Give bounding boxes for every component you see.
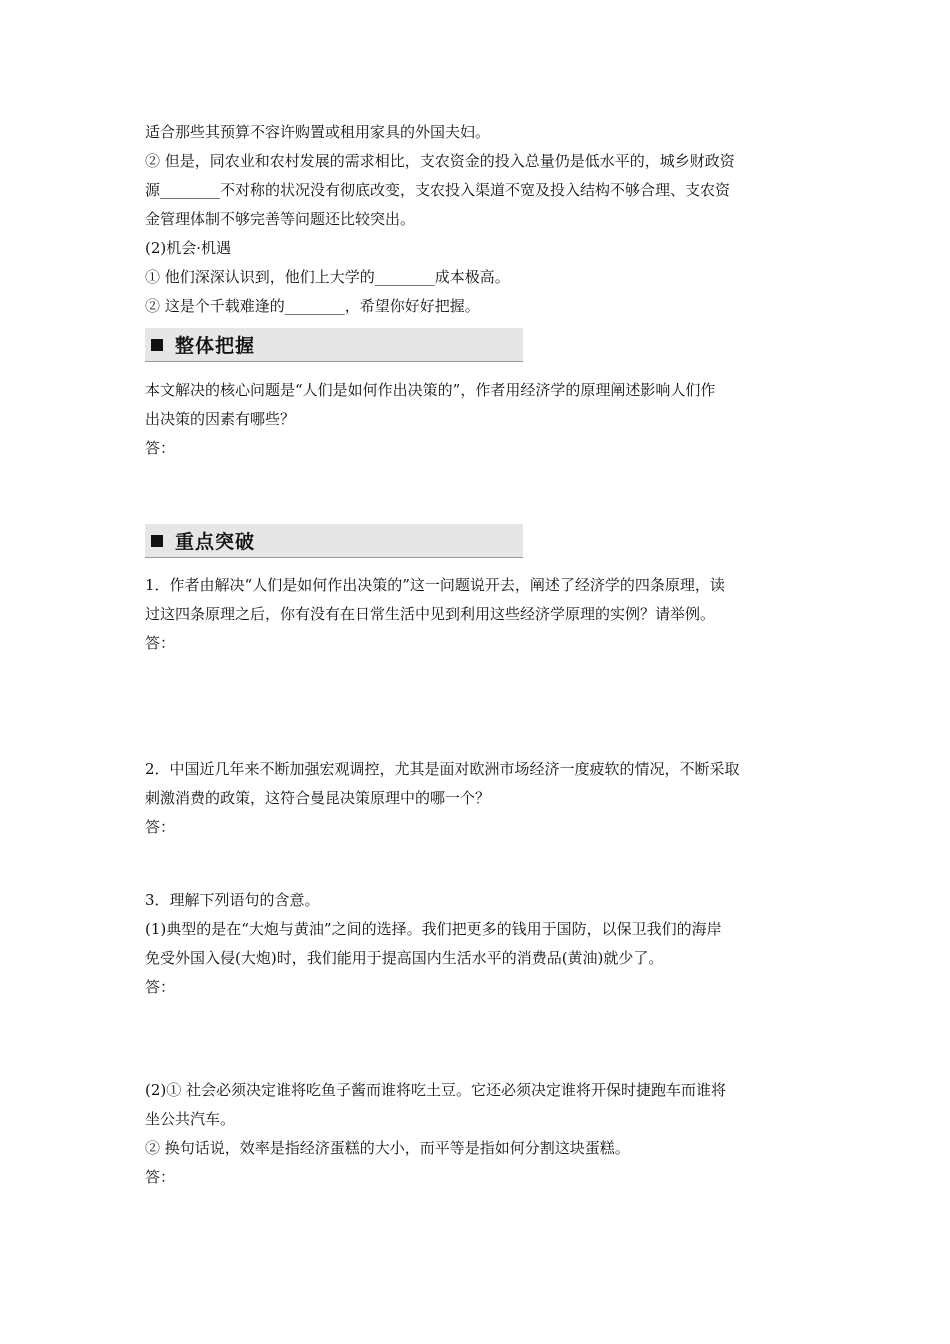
text-line: 出决策的因素有哪些？ <box>145 410 296 428</box>
text-line: (2)① 社会必须决定谁将吃鱼子酱而谁将吃土豆。它还必须决定谁将开保时捷跑车而谁将 <box>145 1081 727 1099</box>
section-title: 整体把握 <box>175 335 256 357</box>
question-3-part-2 <box>145 1076 810 1192</box>
section-header-overall <box>145 328 523 362</box>
section1-body <box>145 376 810 463</box>
text-line: 1．作者由解决“人们是如何作出决策的”这一问题说开去，阐述了经济学的四条原理，读 <box>145 576 725 594</box>
text-line: 3．理解下列语句的含意。 <box>145 891 320 909</box>
text-line: 本文解决的核心问题是“人们是如何作出决策的”，作者用经济学的原理阐述影响人们作 <box>145 381 716 399</box>
text-line: 坐公共汽车。 <box>145 1110 236 1128</box>
text-line: (2)机会·机遇 <box>145 239 232 257</box>
text-line: 适合那些其预算不容许购置或租用家具的外国夫妇。 <box>145 123 491 141</box>
top-paragraph <box>145 118 810 321</box>
text-line: 源________不对称的状况没有彻底改变，支农投入渠道不宽及投入结构不够合理、支农资 <box>145 181 731 199</box>
text-line: ② 这是个千载难逢的________，希望你好好把握。 <box>145 297 480 315</box>
text-line: (1)典型的是在“大炮与黄油”之间的选择。我们把更多的钱用于国防，以保卫我们的海岸 <box>145 920 722 938</box>
answer-label: 答： <box>145 1168 176 1186</box>
text-line: 免受外国入侵(大炮)时，我们能用于提高国内生活水平的消费品(黄油)就少了。 <box>145 949 664 967</box>
text-line: 刺激消费的政策，这符合曼昆决策原理中的哪一个？ <box>145 789 491 807</box>
text-line: 2．中国近几年来不断加强宏观调控，尤其是面对欧洲市场经济一度疲软的情况，不断采取 <box>145 760 740 778</box>
square-bullet-icon <box>151 535 163 547</box>
text-line: ① 他们深深认识到，他们上大学的________成本极高。 <box>145 268 510 286</box>
text-line: ② 换句话说，效率是指经济蛋糕的大小，而平等是指如何分割这块蛋糕。 <box>145 1139 630 1157</box>
square-bullet-icon <box>151 339 163 351</box>
section-title: 重点突破 <box>175 531 256 553</box>
question-1 <box>145 571 810 658</box>
question-2 <box>145 755 810 842</box>
section-header-key-points <box>145 524 523 558</box>
text-line: 金管理体制不够完善等问题还比较突出。 <box>145 210 416 228</box>
text-line: ② 但是，同农业和农村发展的需求相比，支农资金的投入总量仍是低水平的，城乡财政资 <box>145 152 735 170</box>
answer-label: 答： <box>145 439 176 457</box>
question-3 <box>145 886 810 1002</box>
text-line: 过这四条原理之后，你有没有在日常生活中见到利用这些经济学原理的实例？请举例。 <box>145 605 716 623</box>
answer-label: 答： <box>145 978 176 996</box>
answer-label: 答： <box>145 818 176 836</box>
answer-label: 答： <box>145 634 176 652</box>
